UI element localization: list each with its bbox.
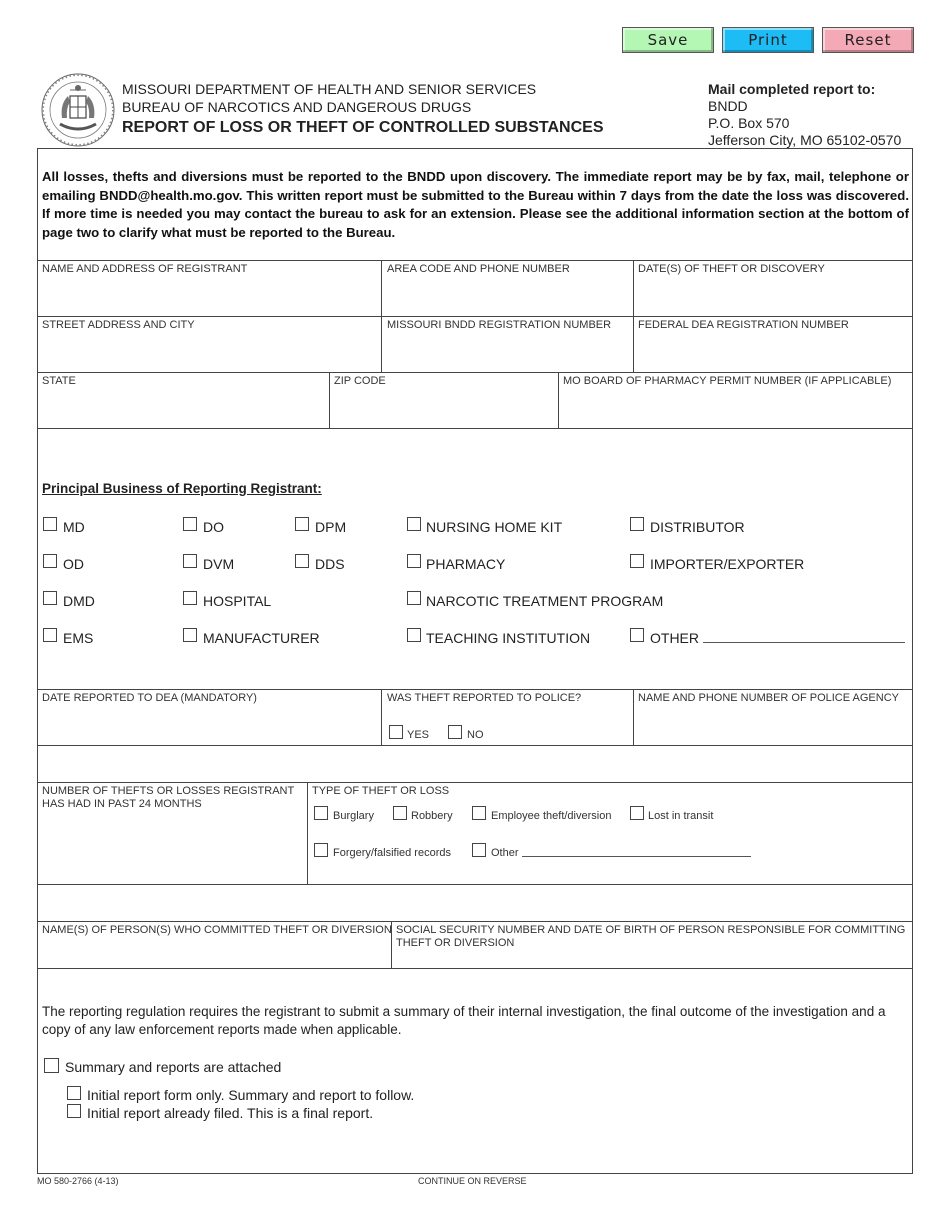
police-agency-field[interactable] (635, 707, 911, 743)
intro-text: All losses, thefts and diversions must be reported to the BNDD upon discovery. The immediate report may be by fax, mail, telephone or emailing BNDD@health.mo.gov. This written report must be submitted to the Bureau within 7 days from the date the loss was discovered. If more time is needed you may contact the bureau to ask for an extension. Please see the additional information section at the bottom of page two to clarify what must be reported to the Bureau. (42, 169, 909, 240)
federal-dea-field[interactable] (635, 334, 911, 370)
name-address-field[interactable] (39, 278, 379, 314)
other-business-label: OTHER (650, 630, 699, 646)
ssn-dob-label-line2: THEFT OR DIVERSION (396, 937, 515, 949)
department-name: MISSOURI DEPARTMENT OF HEALTH AND SENIOR SERVICES (122, 81, 537, 97)
divider (37, 968, 913, 969)
burglary-checkbox[interactable] (314, 806, 328, 820)
dpm-checkbox[interactable] (295, 517, 309, 531)
md-label: MD (63, 519, 85, 535)
police-agency-label: NAME AND PHONE NUMBER OF POLICE AGENCY (638, 692, 899, 704)
dmd-checkbox[interactable] (43, 591, 57, 605)
od-checkbox[interactable] (43, 554, 57, 568)
pharmacy-permit-field[interactable] (560, 390, 911, 426)
importer-exporter-label: IMPORTER/EXPORTER (650, 556, 805, 572)
police-yes-label: YES (407, 729, 430, 741)
dates-label: DATE(S) OF THEFT OR DISCOVERY (638, 263, 825, 275)
summary-attached-label: Summary and reports are attached (65, 1059, 282, 1075)
print-button[interactable]: Print (722, 27, 814, 53)
forgery-label: Forgery/falsified records (333, 847, 451, 859)
lost-in-transit-checkbox[interactable] (630, 806, 644, 820)
mo-bndd-label: MISSOURI BNDD REGISTRATION NUMBER (387, 319, 612, 331)
street-label: STREET ADDRESS AND CITY (42, 319, 195, 331)
continue-on-reverse: CONTINUE ON REVERSE (418, 1176, 527, 1186)
divider (37, 260, 913, 261)
theft-count-label-line2: HAS HAD IN PAST 24 MONTHS (42, 798, 202, 810)
save-button[interactable]: Save (622, 27, 714, 53)
other-business-checkbox[interactable] (630, 628, 644, 642)
divider (381, 260, 382, 372)
other-theft-input[interactable] (522, 856, 751, 857)
pharmacy-label: PHARMACY (426, 556, 506, 572)
dds-label: DDS (315, 556, 345, 572)
other-theft-checkbox[interactable] (472, 843, 486, 857)
already-filed-checkbox[interactable] (67, 1104, 81, 1118)
mail-line2: P.O. Box 570 (708, 115, 790, 131)
hospital-checkbox[interactable] (183, 591, 197, 605)
divider (37, 316, 913, 317)
forgery-checkbox[interactable] (314, 843, 328, 857)
other-theft-label: Other (491, 847, 519, 859)
manufacturer-label: MANUFACTURER (203, 630, 320, 646)
nursing-home-kit-label: NURSING HOME KIT (426, 519, 563, 535)
business-heading: Principal Business of Reporting Registrant: (42, 481, 322, 496)
state-label: STATE (42, 375, 76, 387)
divider (37, 884, 913, 885)
other-business-input[interactable] (703, 642, 905, 643)
mail-line3: Jefferson City, MO 65102-0570 (708, 132, 902, 148)
theft-count-field[interactable] (39, 814, 305, 882)
street-field[interactable] (39, 334, 379, 370)
police-reported-label: WAS THEFT REPORTED TO POLICE? (387, 692, 582, 704)
md-checkbox[interactable] (43, 517, 57, 531)
teaching-institution-label: TEACHING INSTITUTION (426, 630, 591, 646)
narcotic-treatment-checkbox[interactable] (407, 591, 421, 605)
summary-paragraph: The reporting regulation requires the registrant to submit a summary of their internal investigation, the final outcome of the investigation and a copy of any law enforcement reports made when applicable. (42, 1004, 886, 1037)
dmd-label: DMD (63, 593, 95, 609)
divider (37, 782, 913, 783)
divider (633, 689, 634, 745)
form-number: MO 580-2766 (4-13) (37, 1176, 119, 1186)
distributor-label: DISTRIBUTOR (650, 519, 745, 535)
zip-label: ZIP CODE (334, 375, 386, 387)
mail-line1: BNDD (708, 98, 748, 114)
distributor-checkbox[interactable] (630, 517, 644, 531)
state-field[interactable] (39, 390, 327, 426)
theft-count-label-line1: NUMBER OF THEFTS OR LOSSES REGISTRANT (42, 785, 295, 797)
pharmacy-checkbox[interactable] (407, 554, 421, 568)
manufacturer-checkbox[interactable] (183, 628, 197, 642)
summary-attached-checkbox[interactable] (44, 1058, 59, 1073)
police-yes-checkbox[interactable] (389, 725, 403, 739)
mail-heading: Mail completed report to: (708, 81, 876, 97)
form-title: REPORT OF LOSS OR THEFT OF CONTROLLED SUBSTANCES (122, 119, 604, 136)
already-filed-label: Initial report already filed. This is a final report. (87, 1105, 374, 1121)
ems-label: EMS (63, 630, 94, 646)
police-no-checkbox[interactable] (448, 725, 462, 739)
divider (381, 689, 382, 745)
divider (329, 372, 330, 428)
pharmacy-permit-label: MO BOARD OF PHARMACY PERMIT NUMBER (IF APPLICABLE) (563, 375, 892, 387)
do-label: DO (203, 519, 224, 535)
importer-exporter-checkbox[interactable] (630, 554, 644, 568)
persons-names-field[interactable] (39, 939, 389, 966)
divider (37, 745, 913, 746)
dates-field[interactable] (635, 278, 911, 314)
divider (633, 260, 634, 372)
bureau-name: BUREAU OF NARCOTICS AND DANGEROUS DRUGS (122, 99, 472, 115)
robbery-label: Robbery (411, 810, 453, 822)
initial-only-label: Initial report form only. Summary and report to follow. (87, 1087, 415, 1103)
dvm-label: DVM (203, 556, 235, 572)
police-no-label: NO (467, 729, 484, 741)
initial-only-checkbox[interactable] (67, 1086, 81, 1100)
divider (307, 782, 308, 884)
persons-names-label: NAME(S) OF PERSON(S) WHO COMMITTED THEFT OR DIVERSION (42, 924, 392, 936)
missouri-seal-logo (40, 72, 116, 148)
federal-dea-label: FEDERAL DEA REGISTRATION NUMBER (638, 319, 849, 331)
employee-theft-checkbox[interactable] (472, 806, 486, 820)
dds-checkbox[interactable] (295, 554, 309, 568)
divider (37, 689, 913, 690)
reset-button[interactable]: Reset (822, 27, 914, 53)
dea-date-label: DATE REPORTED TO DEA (MANDATORY) (42, 692, 257, 704)
ssn-dob-field[interactable] (393, 951, 911, 966)
burglary-label: Burglary (333, 810, 374, 822)
phone-field[interactable] (383, 278, 631, 314)
mo-bndd-field[interactable] (383, 334, 631, 370)
phone-label: AREA CODE AND PHONE NUMBER (387, 263, 570, 275)
dpm-label: DPM (315, 519, 347, 535)
nursing-home-kit-checkbox[interactable] (407, 517, 421, 531)
divider (37, 428, 913, 429)
dea-date-field[interactable] (39, 707, 379, 743)
name-address-label: NAME AND ADDRESS OF REGISTRANT (42, 263, 248, 275)
divider (37, 921, 913, 922)
theft-type-label: TYPE OF THEFT OR LOSS (312, 785, 450, 797)
divider (558, 372, 559, 428)
employee-theft-label: Employee theft/diversion (491, 810, 612, 822)
teaching-institution-checkbox[interactable] (407, 628, 421, 642)
zip-field[interactable] (331, 390, 556, 426)
hospital-label: HOSPITAL (203, 593, 272, 609)
robbery-checkbox[interactable] (393, 806, 407, 820)
divider (37, 372, 913, 373)
do-checkbox[interactable] (183, 517, 197, 531)
ssn-dob-label-line1: SOCIAL SECURITY NUMBER AND DATE OF BIRTH OF PERSON RESPONSIBLE FOR COMMITTING (396, 924, 906, 936)
dvm-checkbox[interactable] (183, 554, 197, 568)
od-label: OD (63, 556, 84, 572)
ems-checkbox[interactable] (43, 628, 57, 642)
narcotic-treatment-label: NARCOTIC TREATMENT PROGRAM (426, 593, 664, 609)
lost-in-transit-label: Lost in transit (648, 810, 714, 822)
